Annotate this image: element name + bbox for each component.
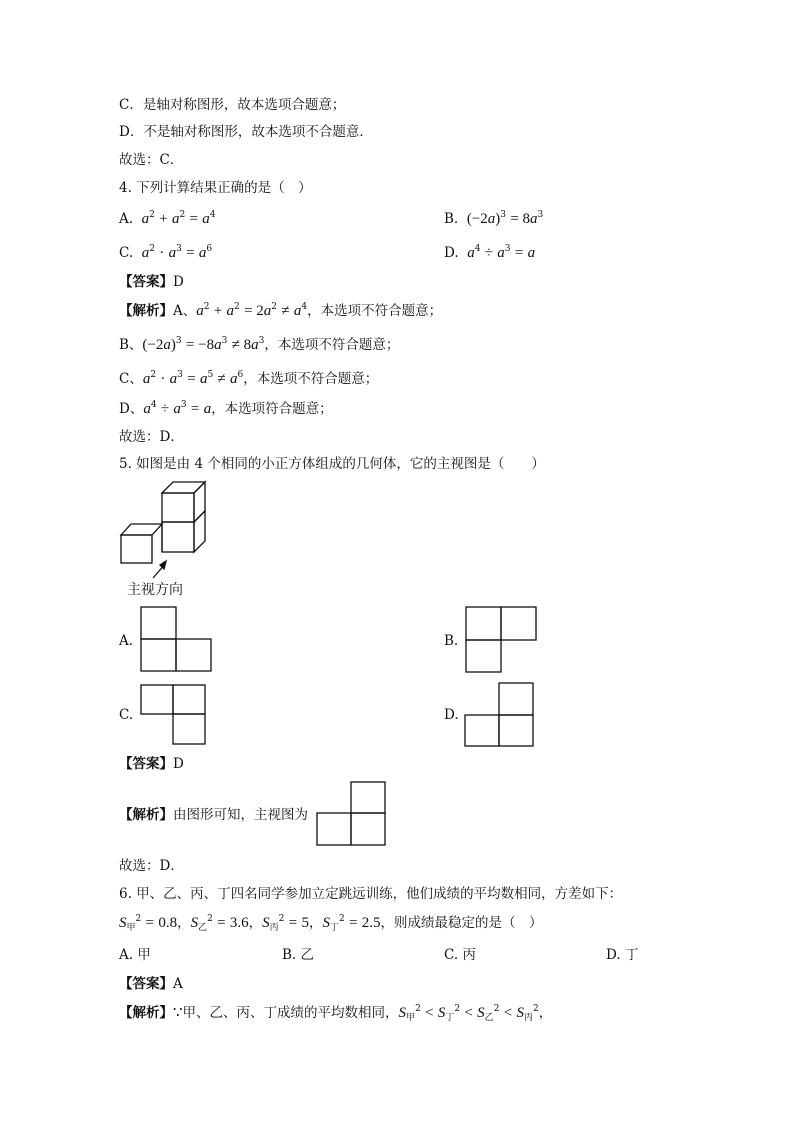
q5-choice: 故选：D． (119, 858, 184, 874)
q5-option-a-label: A. (119, 633, 134, 649)
option-c-explanation: C．是轴对称图形，故本选项合题意； (119, 97, 346, 113)
q5-answer: 【答案】D (119, 756, 184, 772)
q4-choice: 故选：D． (119, 429, 184, 445)
question-6: 6. 甲、乙、丙、丁四名同学参加立定跳远训练，他们成绩的平均数相同，方差如下： (119, 886, 623, 902)
q4-answer: 【答案】D (119, 274, 184, 290)
q6-option-a: A. 甲 (119, 947, 151, 963)
q4-analysis-b: B、$(-2a)^3 = -8a^3 \ne 8a^3$，本选项不符合题意； (119, 336, 400, 353)
q6-option-b: B. 乙 (282, 947, 315, 963)
question-5: 5. 如图是由 4 个相同的小正方体组成的几何体，它的主视图是（ ） (119, 456, 545, 472)
q4-option-d: D. $a^4 \div a^3 = a$ (444, 244, 536, 261)
q6-option-d: D. 丁 (606, 947, 639, 963)
prev-choice: 故选：C． (119, 152, 184, 168)
q5-option-d-label: D. (444, 707, 459, 723)
q4-analysis-c: C、$a^2 \cdot a^3 = a^5 \ne a^6$，本选项不符合题意； (119, 370, 379, 387)
q4-analysis-a: 【解析】A、$a^2 + a^2 = 2a^2 \ne a^4$，本选项不符合题意； (119, 302, 443, 319)
q6-answer: 【答案】A (119, 976, 183, 992)
view-direction-label: 主视方向 (127, 582, 183, 598)
question-4: 4. 下列计算结果正确的是（ ） (119, 180, 312, 196)
q6-variances: $S_甲^2 = 0.8$，$S_乙^2 = 3.6$，$S_丙^2 = 5$，$S_丁^2 = 2.5$，则成绩最稳定的是（ ） (119, 914, 543, 933)
q5-analysis: 【解析】由图形可知，主视图为 (119, 807, 308, 823)
q6-option-c: C. 丙 (444, 947, 476, 963)
q4-option-b: B. $(-2a)^3 = 8a^3$ (444, 210, 544, 227)
q4-analysis-d: D、$a^4 \div a^3 = a$，本选项符合题意； (119, 400, 333, 417)
option-d-explanation: D．不是轴对称图形，故本选项不合题意． (119, 124, 373, 140)
q4-option-c: C. $a^2 \cdot a^3 = a^6$ (119, 244, 213, 261)
q4-option-a: A. $a^2 + a^2 = a^4$ (119, 210, 216, 227)
q5-option-c-label: C. (119, 707, 134, 723)
q6-analysis: 【解析】∵甲、乙、丙、丁成绩的平均数相同，$S_甲^2 < S_丁^2 < S_乙^2 < S_丙^2$， (119, 1004, 553, 1023)
q5-option-b-label: B. (444, 633, 459, 649)
